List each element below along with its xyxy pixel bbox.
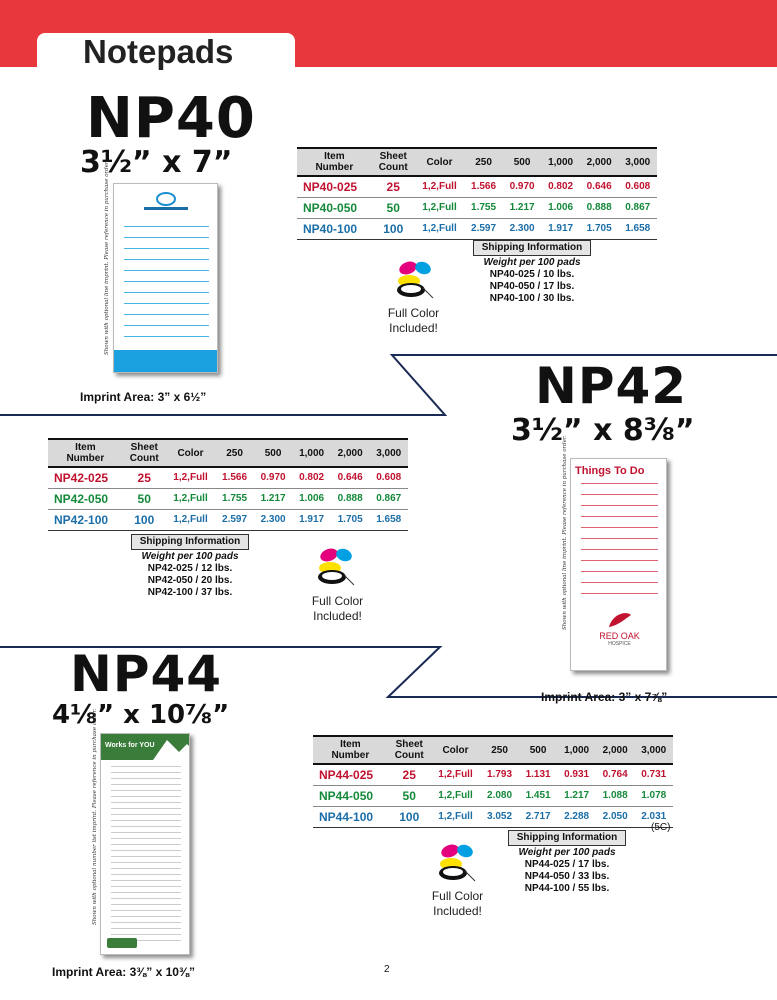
table-cell-p2000: 0.888 (580, 197, 619, 218)
butterfly-icon (435, 841, 481, 887)
table-cell-color: 1,2,Full (415, 218, 465, 239)
table-cell-p1000: 1.917 (292, 509, 331, 530)
pad-line (581, 527, 658, 528)
np44-model: NP44 (70, 645, 223, 703)
table-row (48, 509, 408, 530)
table-cell-p3000: 1.658 (618, 218, 657, 239)
pad-line (124, 314, 209, 315)
np40-imprint-area: Imprint Area: 3” x 6½” (80, 390, 207, 404)
table-row (313, 764, 673, 785)
column-header: 250 (215, 439, 254, 467)
pad-line (111, 790, 181, 791)
pad-line (111, 808, 181, 809)
weight-label: Weight per 100 pads (141, 551, 239, 562)
butterfly-icon (393, 258, 439, 304)
table-cell-item: NP40-100 (297, 218, 372, 239)
shipping-line: NP44-025 / 17 lbs. (524, 859, 610, 870)
pad-line (124, 248, 209, 249)
pad-line (581, 516, 658, 517)
table-cell-count: 25 (123, 467, 166, 488)
column-header: 250 (464, 148, 503, 176)
column-header: 3,000 (618, 148, 657, 176)
pad-line (581, 582, 658, 583)
table-cell-p250: 1.793 (480, 764, 519, 785)
table-cell-color: 1,2,Full (166, 488, 216, 509)
pad-line (124, 325, 209, 326)
pad-line (581, 494, 658, 495)
table-cell-p1000: 0.802 (541, 176, 580, 197)
np40-pad-image (113, 183, 218, 373)
column-header: 1,000 (292, 439, 331, 467)
pad-line (581, 571, 658, 572)
table-cell-item: NP44-025 (313, 764, 388, 785)
pad-line (111, 814, 181, 815)
table-cell-p3000: 0.731 (634, 764, 673, 785)
table-cell-p1000: 1.217 (557, 785, 596, 806)
np42-shipping-info (120, 534, 260, 599)
table-cell-p1000: 2.288 (557, 806, 596, 827)
table-cell-count: 100 (388, 806, 431, 827)
pad-line (581, 483, 658, 484)
table-cell-color: 1,2,Full (415, 176, 465, 197)
table-cell-item: NP40-050 (297, 197, 372, 218)
table-cell-p250: 2.080 (480, 785, 519, 806)
table-cell-p250: 2.597 (464, 218, 503, 239)
np42-pad-brand-sub: HOSPICE (608, 641, 631, 647)
column-header: Color (415, 148, 465, 176)
column-header: 500 (254, 439, 293, 467)
table-cell-p3000: 0.867 (618, 197, 657, 218)
column-header: Color (166, 439, 216, 467)
pad-line (124, 226, 209, 227)
column-header: Color (431, 736, 481, 764)
table-header-row (48, 439, 408, 467)
np42-pad-heading: Things To Do (575, 465, 645, 477)
table-cell-item: NP42-025 (48, 467, 123, 488)
table-cell-p1000: 0.802 (292, 467, 331, 488)
full-color-label: Full Color (311, 594, 364, 608)
pad-line (581, 593, 658, 594)
table-cell-color: 1,2,Full (431, 764, 481, 785)
pad-line (111, 892, 181, 893)
pad-line (111, 922, 181, 923)
table-cell-p250: 2.597 (215, 509, 254, 530)
pad-line (111, 874, 181, 875)
table-cell-count: 100 (372, 218, 415, 239)
table-row (297, 176, 657, 197)
table-row (313, 806, 673, 827)
table-cell-p3000: 0.608 (618, 176, 657, 197)
pad-line (111, 832, 181, 833)
pad-line (111, 934, 181, 935)
pad-line (581, 505, 658, 506)
table-cell-count: 50 (123, 488, 166, 509)
table-row (297, 197, 657, 218)
pad-line (124, 281, 209, 282)
table-cell-p250: 3.052 (480, 806, 519, 827)
np40-size: 3½” x 7” (80, 145, 233, 180)
np40-price-table (297, 147, 657, 240)
pad-line (111, 796, 181, 797)
page-number: 2 (384, 964, 390, 975)
table-cell-p500: 2.717 (519, 806, 558, 827)
table-cell-count: 100 (123, 509, 166, 530)
column-header: 500 (519, 736, 558, 764)
np42-full-color-note (300, 594, 375, 624)
pad-line (111, 844, 181, 845)
np40-pad-footer (114, 350, 218, 372)
shipping-line: NP40-050 / 17 lbs. (489, 281, 575, 292)
np42-sidenote: Shown with optional line imprint. Please reference in purchase order. (562, 435, 568, 630)
np44-size: 4⅛” x 10⅞” (52, 700, 230, 730)
table-cell-item: NP44-050 (313, 785, 388, 806)
table-cell-p2000: 2.050 (596, 806, 635, 827)
full-color-label: Full Color (387, 306, 440, 320)
table-cell-item: NP42-100 (48, 509, 123, 530)
table-cell-p1000: 1.006 (292, 488, 331, 509)
np40-sidenote: Shown with optional line imprint. Please reference in purchase order. (104, 160, 110, 355)
pad-line (111, 928, 181, 929)
table-cell-p500: 1.217 (503, 197, 542, 218)
np42-size: 3½” x 8⅜” (511, 413, 695, 448)
pad-line (111, 916, 181, 917)
pad-line (111, 802, 181, 803)
column-header: Sheet Count (372, 148, 415, 176)
column-header: Item Number (48, 439, 123, 467)
table-cell-p2000: 0.764 (596, 764, 635, 785)
pad-line (581, 560, 658, 561)
page-title: Notepads (83, 33, 234, 70)
table-cell-p2000: 0.888 (331, 488, 370, 509)
pad-line (111, 862, 181, 863)
title-tab (37, 33, 295, 77)
pad-line (111, 886, 181, 887)
table-cell-p500: 1.217 (254, 488, 293, 509)
leaf-icon (605, 609, 635, 631)
pad-line (124, 292, 209, 293)
column-header: 3,000 (634, 736, 673, 764)
pad-line (111, 766, 181, 767)
np44-shipping-info (497, 830, 637, 895)
table-cell-p3000: 0.608 (369, 467, 408, 488)
pad-line (111, 904, 181, 905)
np44-pad-image (100, 733, 190, 955)
column-header: Item Number (313, 736, 388, 764)
table-cell-color: 1,2,Full (166, 467, 216, 488)
table-cell-count: 50 (388, 785, 431, 806)
table-cell-p2000: 1.088 (596, 785, 635, 806)
np40-full-color-note (376, 306, 451, 336)
weight-label: Weight per 100 pads (518, 847, 616, 858)
shipping-line: NP42-100 / 37 lbs. (147, 587, 233, 598)
pad-line (111, 772, 181, 773)
table-cell-p1000: 1.917 (541, 218, 580, 239)
pad-line (111, 880, 181, 881)
np40-shipping-info (467, 240, 597, 305)
column-header: Sheet Count (123, 439, 166, 467)
column-header: 2,000 (580, 148, 619, 176)
pad-line (111, 856, 181, 857)
table-cell-p3000: 0.867 (369, 488, 408, 509)
table-cell-p2000: 0.646 (331, 467, 370, 488)
np44-pad-heading: Works for YOU (105, 742, 155, 749)
pad-line (581, 538, 658, 539)
pad-line (111, 898, 181, 899)
table-cell-color: 1,2,Full (166, 509, 216, 530)
included-label: Included! (433, 904, 482, 918)
shipping-line: NP42-050 / 20 lbs. (147, 575, 233, 586)
table-cell-p500: 1.131 (519, 764, 558, 785)
np42-pad-image (570, 458, 667, 671)
table-cell-p500: 1.451 (519, 785, 558, 806)
table-cell-item: NP42-050 (48, 488, 123, 509)
table-cell-count: 50 (372, 197, 415, 218)
table-cell-count: 25 (372, 176, 415, 197)
table-cell-p3000: 1.658 (369, 509, 408, 530)
catalog-code: (5C) (651, 822, 671, 833)
pad-line (111, 838, 181, 839)
np44-price-table (313, 735, 673, 828)
table-cell-color: 1,2,Full (431, 806, 481, 827)
np42-imprint-area: Imprint Area: 3” x 7⅞” (541, 690, 668, 704)
column-header: 1,000 (541, 148, 580, 176)
full-color-label: Full Color (431, 889, 484, 903)
table-cell-p500: 2.300 (503, 218, 542, 239)
table-cell-item: NP40-025 (297, 176, 372, 197)
table-cell-p3000: 2.031 (634, 806, 673, 827)
table-cell-count: 25 (388, 764, 431, 785)
column-header: 250 (480, 736, 519, 764)
np44-sidenote: Shown with optional number list imprint. Please reference in purchase order. (92, 708, 98, 925)
table-cell-p3000: 1.078 (634, 785, 673, 806)
column-header: 2,000 (331, 439, 370, 467)
butterfly-icon (314, 545, 360, 591)
pad-line (581, 549, 658, 550)
weight-label: Weight per 100 pads (483, 257, 581, 268)
table-cell-color: 1,2,Full (431, 785, 481, 806)
shipping-line: NP40-100 / 30 lbs. (489, 293, 575, 304)
pad-line (124, 237, 209, 238)
table-cell-color: 1,2,Full (415, 197, 465, 218)
table-cell-p2000: 1.705 (580, 218, 619, 239)
pad-line (111, 850, 181, 851)
table-cell-p1000: 0.931 (557, 764, 596, 785)
column-header: 2,000 (596, 736, 635, 764)
included-label: Included! (389, 321, 438, 335)
np44-pad-footer-logo (107, 938, 137, 948)
pad-line (111, 910, 181, 911)
np44-imprint-area: Imprint Area: 3⅜” x 10⅜” (52, 965, 195, 979)
pad-line (124, 259, 209, 260)
shipping-heading: Shipping Information (508, 830, 627, 846)
included-label: Included! (313, 609, 362, 623)
table-cell-p500: 2.300 (254, 509, 293, 530)
column-header: 500 (503, 148, 542, 176)
table-cell-p500: 0.970 (254, 467, 293, 488)
table-row (297, 218, 657, 239)
table-cell-p250: 1.755 (464, 197, 503, 218)
table-cell-p2000: 1.705 (331, 509, 370, 530)
np44-full-color-note (420, 889, 495, 919)
pad-line (111, 778, 181, 779)
column-header: 3,000 (369, 439, 408, 467)
table-cell-item: NP44-100 (313, 806, 388, 827)
np42-model: NP42 (535, 357, 688, 415)
np40-model: NP40 (86, 86, 256, 151)
table-row (313, 785, 673, 806)
pad-line (124, 336, 209, 337)
np40-pad-logo (114, 184, 218, 224)
shipping-line: NP42-025 / 12 lbs. (147, 563, 233, 574)
table-header-row (313, 736, 673, 764)
np42-price-table (48, 438, 408, 531)
table-cell-p1000: 1.006 (541, 197, 580, 218)
pad-line (124, 270, 209, 271)
table-cell-p250: 1.566 (464, 176, 503, 197)
pad-line (124, 303, 209, 304)
table-row (48, 488, 408, 509)
pad-line (111, 826, 181, 827)
table-header-row (297, 148, 657, 176)
table-row (48, 467, 408, 488)
shipping-line: NP44-100 / 55 lbs. (524, 883, 610, 894)
pad-line (111, 820, 181, 821)
pad-line (111, 784, 181, 785)
pad-line (111, 868, 181, 869)
table-cell-p250: 1.755 (215, 488, 254, 509)
shipping-heading: Shipping Information (131, 534, 250, 550)
column-header: Sheet Count (388, 736, 431, 764)
table-cell-p2000: 0.646 (580, 176, 619, 197)
table-cell-p500: 0.970 (503, 176, 542, 197)
column-header: 1,000 (557, 736, 596, 764)
shipping-line: NP44-050 / 33 lbs. (524, 871, 610, 882)
table-cell-p250: 1.566 (215, 467, 254, 488)
shipping-heading: Shipping Information (473, 240, 592, 256)
shipping-line: NP40-025 / 10 lbs. (489, 269, 575, 280)
np42-pad-brand: RED OAK (599, 631, 640, 641)
column-header: Item Number (297, 148, 372, 176)
